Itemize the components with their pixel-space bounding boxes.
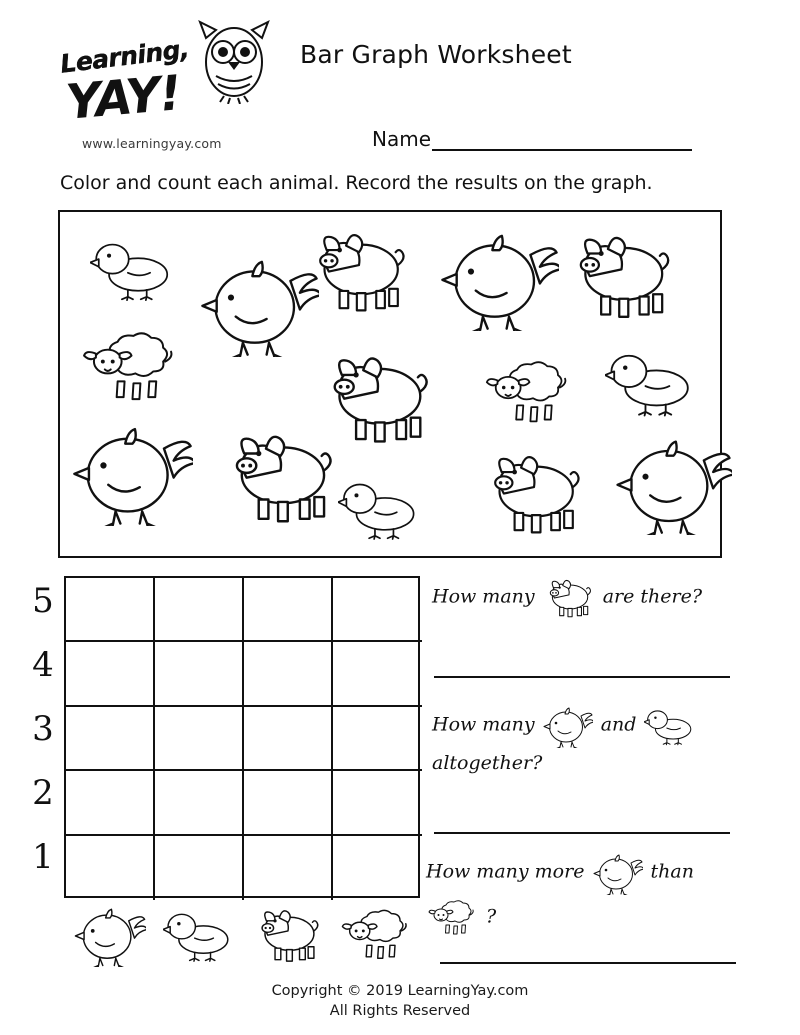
logo-url: www.learningyay.com bbox=[82, 136, 222, 151]
pig-icon bbox=[220, 422, 341, 531]
logo-text-learning: Learning, bbox=[58, 34, 191, 79]
duck-icon bbox=[163, 902, 235, 967]
grid-cell[interactable] bbox=[66, 836, 155, 900]
question-2-answer-line[interactable] bbox=[434, 832, 730, 834]
pig-icon bbox=[565, 224, 678, 326]
question-2 bbox=[432, 702, 732, 778]
y-axis-label-1: 1 bbox=[32, 837, 54, 877]
chick-icon bbox=[543, 703, 593, 748]
y-axis-label-5: 5 bbox=[32, 581, 54, 621]
grid-cell[interactable] bbox=[155, 771, 244, 835]
footer bbox=[0, 982, 800, 1021]
duck-icon bbox=[338, 470, 422, 546]
duck-icon bbox=[605, 340, 697, 423]
grid-cell[interactable] bbox=[333, 707, 422, 771]
duck-icon bbox=[644, 702, 696, 749]
grid-cell[interactable] bbox=[155, 578, 244, 642]
site-logo bbox=[48, 14, 278, 164]
grid-cell[interactable] bbox=[333, 836, 422, 900]
grid-cell[interactable] bbox=[244, 707, 333, 771]
chick-icon bbox=[440, 224, 559, 331]
grid-cell[interactable] bbox=[66, 771, 155, 835]
grid-cell[interactable] bbox=[244, 836, 333, 900]
bar-graph bbox=[22, 566, 422, 906]
sheep-icon bbox=[341, 902, 413, 967]
pig-icon bbox=[480, 444, 588, 541]
pig-icon bbox=[543, 574, 595, 621]
y-axis-label-3: 3 bbox=[32, 709, 54, 749]
question-1-text-after: are there? bbox=[596, 585, 703, 608]
graph-grid[interactable] bbox=[64, 576, 420, 898]
grid-cell[interactable] bbox=[66, 642, 155, 706]
grid-cell[interactable] bbox=[155, 836, 244, 900]
chick-icon bbox=[615, 430, 732, 535]
logo-text-yay: YAY! bbox=[63, 65, 183, 131]
name-input-line[interactable] bbox=[432, 132, 692, 151]
grid-cell[interactable] bbox=[244, 578, 333, 642]
grid-cell[interactable] bbox=[155, 707, 244, 771]
graph-y-axis-labels bbox=[22, 566, 64, 898]
question-3-text-middle: than bbox=[644, 860, 694, 883]
question-3-text-before: How many more bbox=[426, 860, 591, 883]
animal-counting-panel bbox=[58, 210, 722, 558]
worksheet-header bbox=[0, 0, 800, 170]
name-field-row bbox=[372, 127, 692, 151]
name-label: Name bbox=[372, 127, 432, 151]
question-3-text-after: ? bbox=[480, 905, 497, 928]
questions-section bbox=[426, 566, 762, 966]
rights-line: All Rights Reserved bbox=[329, 1002, 471, 1019]
chick-icon bbox=[74, 902, 146, 967]
grid-cell[interactable] bbox=[155, 642, 244, 706]
grid-cell[interactable] bbox=[244, 771, 333, 835]
pig-icon bbox=[305, 222, 413, 319]
chick-icon bbox=[72, 417, 193, 526]
question-3 bbox=[426, 850, 726, 940]
question-1-text-before: How many bbox=[432, 585, 541, 608]
page-title: Bar Graph Worksheet bbox=[300, 40, 572, 69]
copyright-line: Copyright © 2019 LearningYay.com bbox=[271, 983, 529, 999]
duck-icon bbox=[90, 230, 176, 307]
question-2-text-after: altogether? bbox=[432, 752, 543, 774]
pig-icon bbox=[252, 902, 324, 967]
grid-cell[interactable] bbox=[333, 771, 422, 835]
question-2-text-before: How many bbox=[432, 713, 541, 736]
grid-cell[interactable] bbox=[66, 707, 155, 771]
y-axis-label-4: 4 bbox=[32, 645, 54, 685]
question-1-answer-line[interactable] bbox=[434, 676, 730, 678]
graph-x-axis-icons bbox=[64, 902, 420, 972]
grid-cell[interactable] bbox=[66, 578, 155, 642]
grid-cell[interactable] bbox=[244, 642, 333, 706]
question-1 bbox=[432, 574, 732, 621]
sheep-icon bbox=[428, 895, 478, 940]
owl-icon bbox=[196, 18, 272, 104]
question-3-answer-line[interactable] bbox=[440, 962, 736, 964]
question-2-text-middle: and bbox=[594, 713, 643, 736]
grid-cell[interactable] bbox=[333, 642, 422, 706]
sheep-icon bbox=[485, 352, 574, 432]
y-axis-label-2: 2 bbox=[32, 773, 54, 813]
grid-cell[interactable] bbox=[333, 578, 422, 642]
chick-icon bbox=[593, 850, 643, 895]
chick-icon bbox=[200, 250, 319, 357]
sheep-icon bbox=[82, 322, 181, 411]
instructions-text: Color and count each animal. Record the results on the graph. bbox=[60, 172, 653, 194]
